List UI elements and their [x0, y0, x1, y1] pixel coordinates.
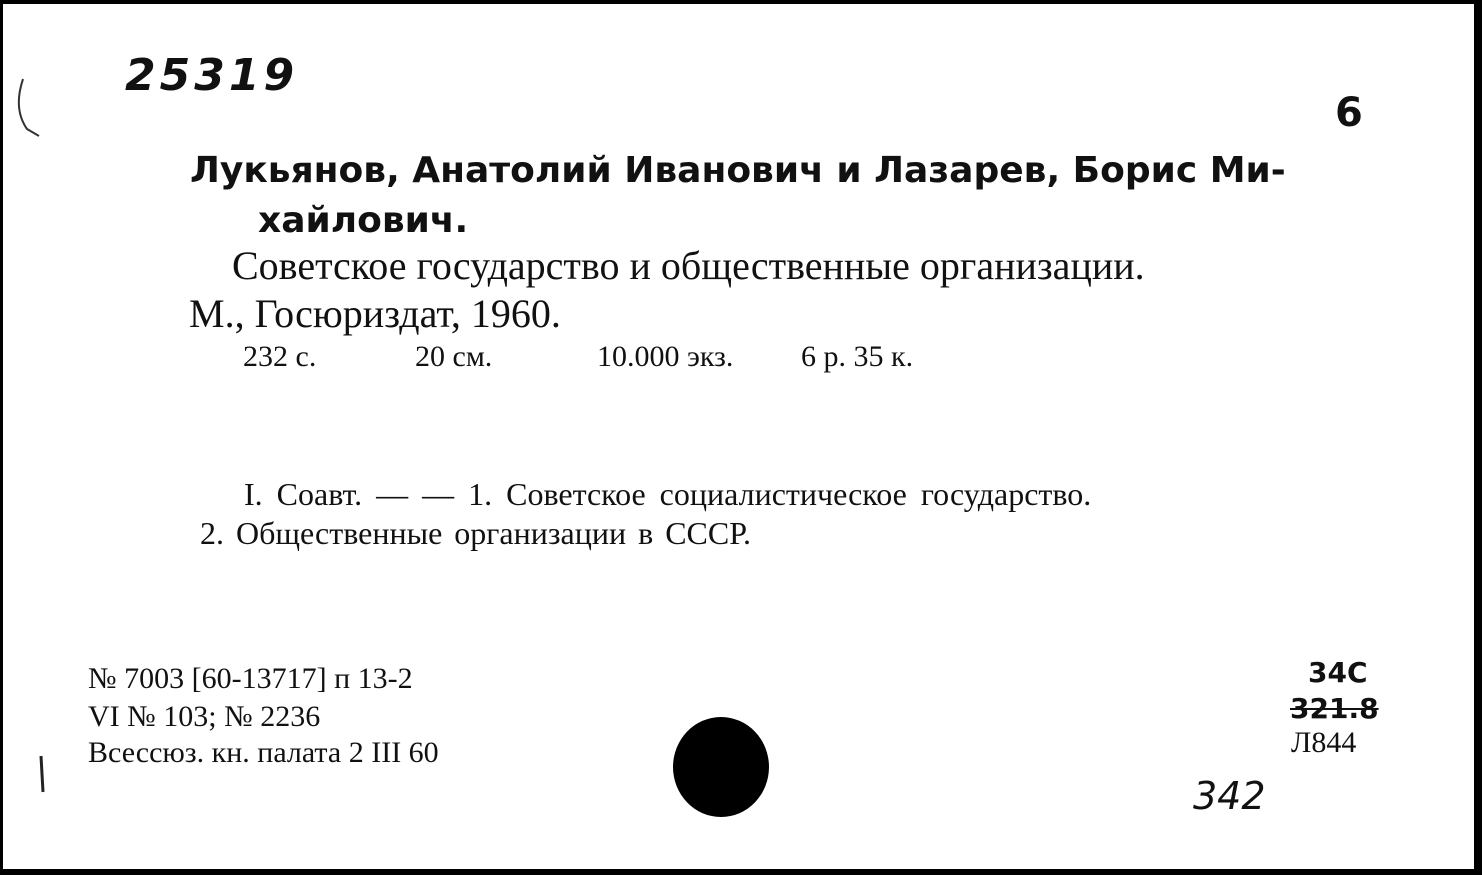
collation-copies: 10.000 экз. [597, 340, 734, 373]
collation-price: 6 р. 35 к. [801, 340, 914, 373]
classification-line2: 321.8 [1290, 692, 1379, 725]
card-corner-number: 6 [1335, 90, 1363, 136]
book-title-line1: Советское государство и общественные организации. [232, 243, 1145, 288]
registry-line2: VI № 103; № 2236 [88, 700, 321, 733]
author-heading-line2: хайлович. [258, 200, 469, 241]
collation-pages: 232 с. [243, 340, 317, 373]
tracing-line2: 2. Общественные организации в СССР. [200, 515, 752, 551]
classification-line3: Л844 [1291, 726, 1357, 759]
classification-line1: 34С [1308, 656, 1368, 689]
collation-size: 20 см. [415, 340, 493, 373]
tracing-line1: I. Соавт. — — 1. Советское социалистическое государство. [244, 476, 1092, 512]
imprint-line: М., Госюриздат, 1960. [189, 291, 561, 336]
handwritten-accession-number: 25319 [125, 50, 299, 101]
margin-stroke [33, 752, 53, 802]
margin-mark [9, 74, 49, 144]
author-heading-line1: Лукьянов, Анатолий Иванович и Лазарев, Борис Ми- [190, 150, 1286, 191]
punch-hole [673, 717, 769, 817]
registry-line3: Всессюз. кн. палата 2 III 60 [88, 736, 439, 769]
registry-line1: № 7003 [60-13717] п 13-2 [88, 662, 413, 695]
card-paper [3, 4, 1474, 869]
handwritten-shelf-number: 342 [1193, 774, 1266, 818]
